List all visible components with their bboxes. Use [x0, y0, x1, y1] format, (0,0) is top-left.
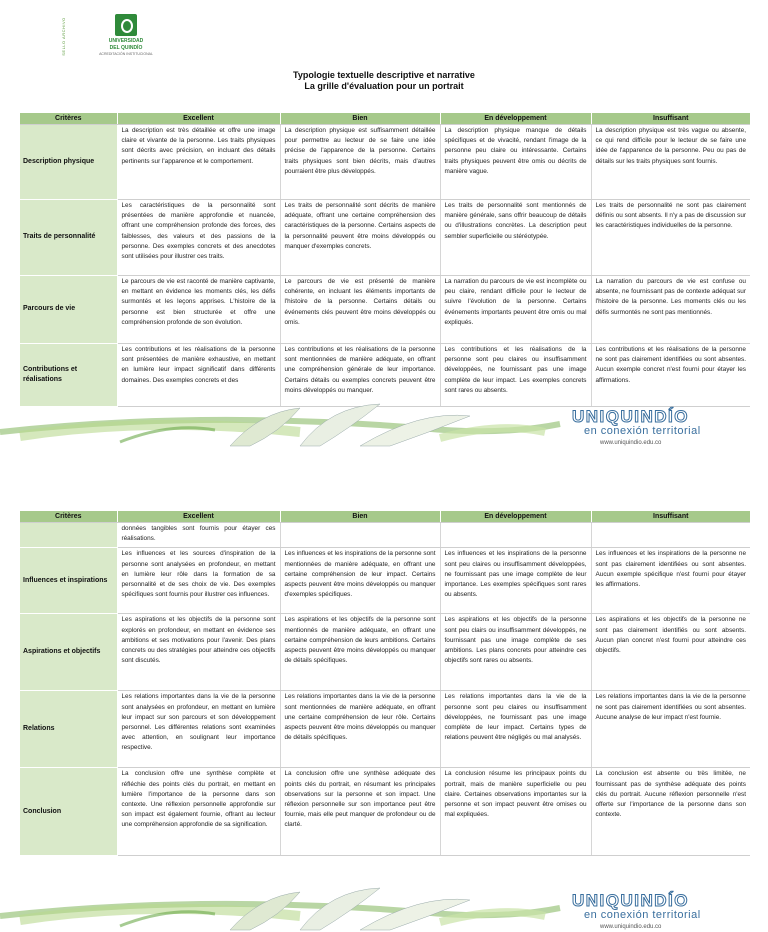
bien-cell: La description physique est suffisamment détaillée pour permettre au lecteur de se faire une idée précise de l'apparence de la personne. Certains traits physiques sont bien décrits, mais d'autres pourraient être plus développés. — [280, 125, 440, 200]
insuffisant-cell: Les aspirations et les objectifs de la personne ne sont pas clairement identifiés ou sont absents. Aucun plan concret n'est fourni pour atteindre ces objectifs. — [591, 614, 750, 691]
criterion-cell: Contributions et réalisations — [20, 344, 117, 407]
document-page-2 — [0, 485, 768, 932]
bien-cell: Les contributions et les réalisations de la personne sont mentionnées de manière adéquate, en offrant une compréhension générale de leur importance. Certains détails ou exemples concrets peuvent être moins développés ou manquer. — [280, 344, 440, 407]
brand-url: www.uniquindio.edu.co — [600, 924, 662, 930]
brand-name: UNIQUINDÍO — [572, 407, 689, 426]
document-page-1 — [0, 0, 768, 450]
criterion-cell — [20, 523, 117, 548]
table-header-row — [20, 113, 750, 125]
criterion-cell: Parcours de vie — [20, 276, 117, 344]
insuffisant-cell: Les relations importantes dans la vie de la personne ne sont pas clairement identifiées ou sont absentes. Aucune analyse de leur impact n'est fournie. — [591, 691, 750, 768]
document-title — [0, 70, 768, 92]
header-bien: Bien — [280, 113, 440, 125]
brand-url: www.uniquindio.edu.co — [600, 440, 662, 446]
developpement-cell: Les influences et les inspirations de la personne sont peu claires ou insuffisamment développées, ne fournissant pas une image complète de leur importance. Les exemples spécifiques sont rares ou absents. — [440, 548, 591, 614]
title-line-1: Typologie textuelle descriptive et narrative — [293, 70, 475, 80]
page-footer-banner — [0, 886, 768, 932]
developpement-cell: Les traits de personnalité sont mentionnés de manière générale, sans offrir beaucoup de détails ou d'illustrations concrètes. La description peut sembler superficielle ou stéréotypée. — [440, 200, 591, 276]
header-insuffisant: Insuffisant — [591, 511, 750, 523]
bien-cell — [280, 523, 440, 548]
uniquindio-brand — [572, 892, 732, 930]
developpement-cell: La conclusion résume les principaux points du portrait, mais de manière superficielle ou peu claire. Certaines observations importantes sur la personne et son impact peuvent être omises ou mal expliquées. — [440, 768, 591, 856]
header-insuffisant: Insuffisant — [591, 113, 750, 125]
brand-tagline: en conexión territorial — [584, 909, 701, 921]
excellent-cell: Les caractéristiques de la personnalité sont présentées de manière approfondie et nuancée, offrant une compréhension profonde des forces, des faiblesses, des valeurs et des passions de la personne. Des exemples concrets et des anecdotes sont utilisées pour illustrer ces traits. — [117, 200, 280, 276]
title-line-2: La grille d'évaluation pour un portrait — [304, 81, 464, 91]
table-header-row — [20, 511, 750, 523]
bien-cell: Les traits de personnalité sont décrits de manière adéquate, offrant une certaine compréhension des caractéristiques de la personne. Certains aspects de la personnalité peuvent être moins développés ou manquer d'exemples concrets. — [280, 200, 440, 276]
table-row — [20, 523, 750, 548]
logo-text-line1: UNIVERSIDAD — [108, 38, 144, 44]
criterion-cell: Traits de personnalité — [20, 200, 117, 276]
criterion-cell: Aspirations et objectifs — [20, 614, 117, 691]
bien-cell: Le parcours de vie est présenté de manière cohérente, en incluant les éléments importants de l'histoire de la personne. Certains détails ou événements clés peuvent être moins développés ou omis. — [280, 276, 440, 344]
table-row — [20, 548, 750, 614]
developpement-cell: La narration du parcours de vie est incomplète ou peu claire, rendant difficile pour le lecteur de suivre l'évolution de la personne. Certains événements importants peuvent être omis ou mal expliqués. — [440, 276, 591, 344]
logo-text-line3: ACREDITACIÓN INSTITUCIONAL — [99, 52, 153, 56]
university-logo — [96, 14, 156, 62]
page-footer-banner — [0, 402, 768, 448]
bien-cell: La conclusion offre une synthèse adéquate des points clés du portrait, en résumant les principales observations sur la personne et son impact. Une réflexion personnelle sur son importance peut être fournie, mais elle peut manquer de profondeur ou de clarté. — [280, 768, 440, 856]
criterion-cell: Conclusion — [20, 768, 117, 856]
header-developpement: En développement — [440, 113, 591, 125]
developpement-cell: La description physique manque de détails spécifiques et de vivacité, rendant l'image de la personne peu claire ou intéressante. Certains traits physiques peuvent être omis ou décrits de manière vague. — [440, 125, 591, 200]
header-excellent: Excellent — [117, 511, 280, 523]
excellent-cell: Les relations importantes dans la vie de la personne sont analysées en profondeur, en mettant en lumière leur impact sur son parcours et son développement personnel. Les différentes relations sont examinées avec attention, en soulignant leur importance respective. — [117, 691, 280, 768]
excellent-cell: Les contributions et les réalisations de la personne sont présentées de manière exhaustive, en mettant en lumière leur impact significatif dans différents domaines. Des exemples concrets et des — [117, 344, 280, 407]
bien-cell: Les aspirations et les objectifs de la personne sont mentionnés de manière adéquate, en offrant une certaine compréhension de leurs ambitions. Certains aspects peuvent être moins développés ou manquer de détails spécifiques. — [280, 614, 440, 691]
developpement-cell: Les relations importantes dans la vie de la personne sont peu claires ou insuffisamment développées, ne fournissant pas une image complète de leur impact. Certains types de relations peuvent être négligés ou mal analysés. — [440, 691, 591, 768]
insuffisant-cell: Les influences et les inspirations de la personne ne sont pas clairement identifiées ou sont absentes. Aucun exemple spécifique n'est fourni pour étayer les affirmations. — [591, 548, 750, 614]
insuffisant-cell: La conclusion est absente ou très limitée, ne fournissant pas de synthèse adéquate des points clés du portrait. Aucune réflexion personnelle n'est offerte sur l'importance de la personne dans son contexte. — [591, 768, 750, 856]
table-row — [20, 125, 750, 200]
logo-text-line2: DEL QUINDÍO — [109, 45, 143, 51]
rubric-table-page1 — [20, 113, 750, 407]
header-excellent: Excellent — [117, 113, 280, 125]
criterion-cell: Relations — [20, 691, 117, 768]
excellent-cell: La conclusion offre une synthèse complète et réfléchie des points clés du portrait, en mettant en lumière l'importance de la personne dans son contexte. Une réflexion personnelle approfondie sur son impact est également fournie, offrant au lecteur une compréhension approfondie de sa signification. — [117, 768, 280, 856]
excellent-cell: Les aspirations et les objectifs de la personne sont explorés en profondeur, en mettant en évidence ses ambitions et ses motivations pour l'avenir. Des plans concrets ou des stratégies pour atteindre ces objectifs sont discutés. — [117, 614, 280, 691]
insuffisant-cell: La narration du parcours de vie est confuse ou absente, ne fournissant pas de contexte adéquat sur l'histoire de la personne. Les moments clés ou les défis surmontés ne sont pas mentionnés. — [591, 276, 750, 344]
bien-cell: Les relations importantes dans la vie de la personne sont mentionnées de manière adéquate, en offrant une certaine compréhension de leur rôle. Certains aspects peuvent être moins développés ou manquer de détails spécifiques. — [280, 691, 440, 768]
developpement-cell: Les contributions et les réalisations de la personne sont peu claires ou insuffisamment développées, ne fournissant pas une image complète de leur impact. Les exemples concrets sont rares ou absents. — [440, 344, 591, 407]
developpement-cell — [440, 523, 591, 548]
logo-mark-icon — [115, 14, 137, 36]
insuffisant-cell — [591, 523, 750, 548]
excellent-cell: données tangibles sont fournis pour étayer ces réalisations. — [117, 523, 280, 548]
insuffisant-cell: Les traits de personnalité ne sont pas clairement définis ou sont absents. Il n'y a pas de discussion sur les caractéristiques individuelles de la personne. — [591, 200, 750, 276]
insuffisant-cell: Les contributions et les réalisations de la personne ne sont pas clairement identifiées ou sont absentes. Aucun exemple concret n'est fourni pour étayer les affirmations. — [591, 344, 750, 407]
header-criteres: Critères — [20, 113, 117, 125]
rubric-table-page2 — [20, 511, 750, 856]
criterion-cell: Influences et inspirations — [20, 548, 117, 614]
insuffisant-cell: La description physique est très vague ou absente, ce qui rend difficile pour le lecteur de se faire une idée de l'apparence de la personne. Peu ou pas de détails sur les traits physiques sont fournis. — [591, 125, 750, 200]
table-row — [20, 691, 750, 768]
criterion-cell: Description physique — [20, 125, 117, 200]
bien-cell: Les influences et les inspirations de la personne sont mentionnées de manière adéquate, en offrant une certaine compréhension de leur impact. Certains aspects peuvent être moins développés ou manquer d'exemples spécifiques. — [280, 548, 440, 614]
table-row — [20, 276, 750, 344]
page-separator — [0, 450, 768, 485]
brand-tagline: en conexión territorial — [584, 425, 701, 437]
header-criteres: Critères — [20, 511, 117, 523]
header-bien: Bien — [280, 511, 440, 523]
header-developpement: En développement — [440, 511, 591, 523]
uniquindio-brand — [572, 408, 732, 446]
table-row — [20, 614, 750, 691]
table-row — [20, 344, 750, 407]
excellent-cell: La description est très détaillée et offre une image claire et vivante de la personne. Les traits physiques sont décrits avec précision, en incluant des détails pertinents sur l'apparence et le comportement. — [117, 125, 280, 200]
table-row — [20, 768, 750, 856]
excellent-cell: Les influences et les sources d'inspiration de la personne sont analysées en profondeur, en mettant en lumière leur rôle dans la formation de sa personnalité et de ses choix de vie. Des exemples spécifiques sont fournis pour illustrer ces influences. — [117, 548, 280, 614]
table-row — [20, 200, 750, 276]
excellent-cell: Le parcours de vie est raconté de manière captivante, en mettant en évidence les moments clés, les défis surmontés et les leçons apprises. L'histoire de la personne est bien structurée et offre une compréhension profonde de son évolution. — [117, 276, 280, 344]
brand-name: UNIQUINDÍO — [572, 891, 689, 910]
vertical-label: SELLO ARCHIVO — [60, 17, 66, 56]
developpement-cell: Les aspirations et les objectifs de la personne sont peu clairs ou insuffisamment développés, ne fournissant pas une image complète de ses ambitions. Les plans concrets pour atteindre ces objectifs sont rares ou absents. — [440, 614, 591, 691]
